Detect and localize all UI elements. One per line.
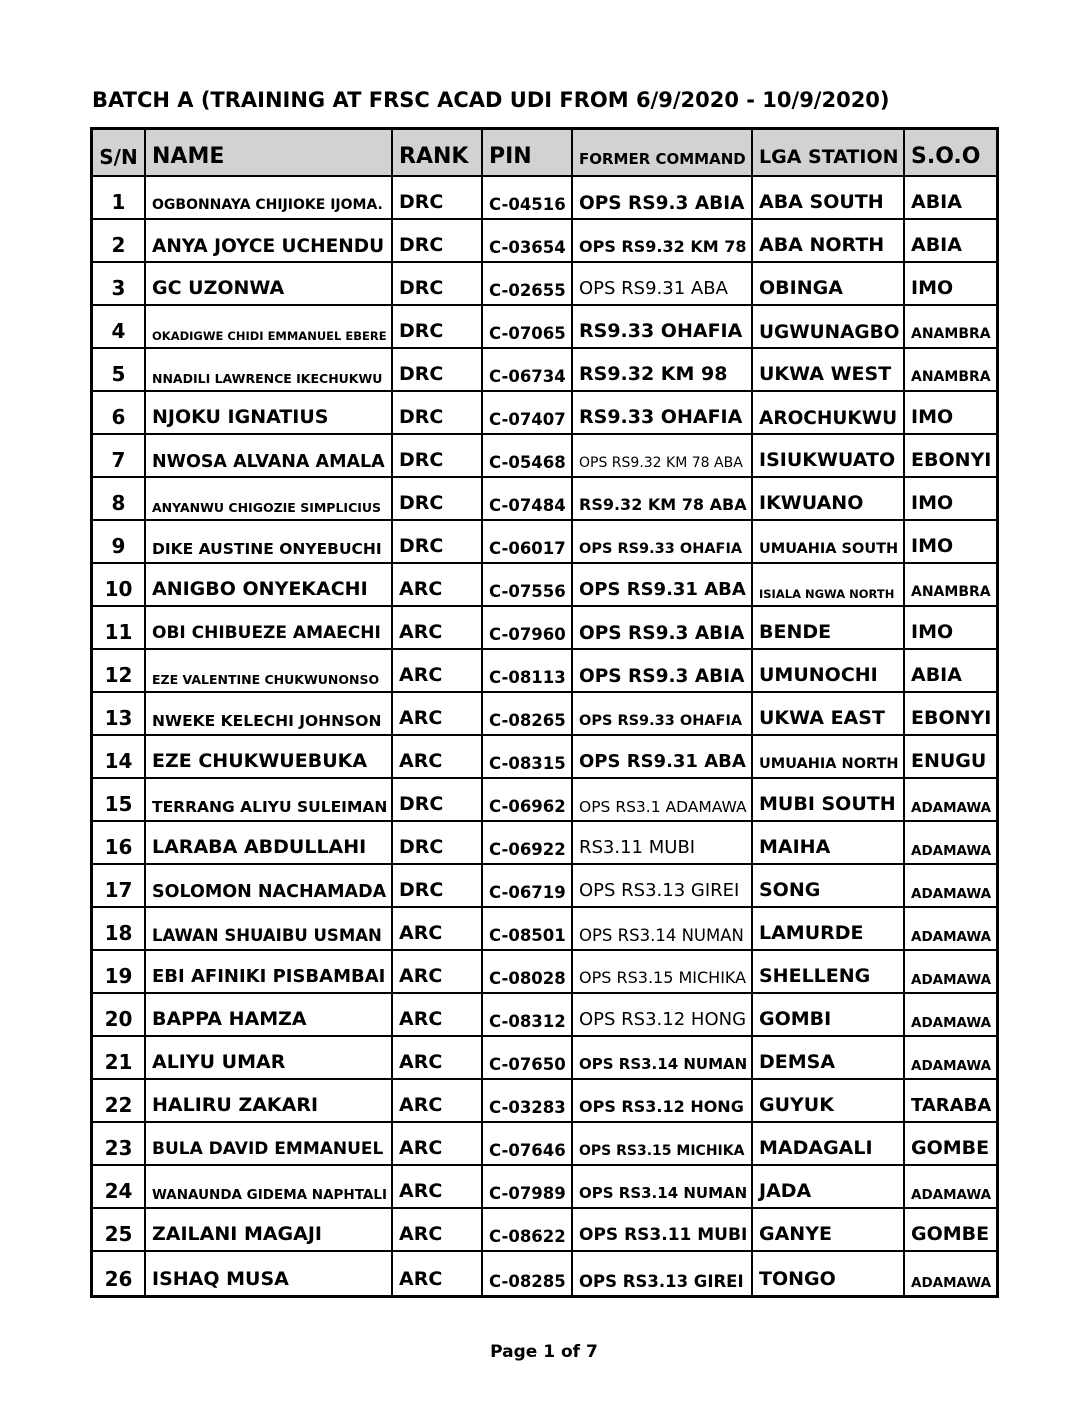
cell-rank: ARC bbox=[393, 1166, 483, 1209]
cell-former_command: OPS RS3.13 GIREI bbox=[573, 865, 753, 908]
cell-former_command: RS3.11 MUBI bbox=[573, 822, 753, 865]
cell-lga_station: ABA NORTH bbox=[753, 220, 905, 263]
cell-rank: ARC bbox=[393, 994, 483, 1037]
cell-rank: ARC bbox=[393, 908, 483, 951]
cell-lga_station: LAMURDE bbox=[753, 908, 905, 951]
cell-former_command: RS9.32 KM 98 bbox=[573, 349, 753, 392]
cell-name: TERRANG ALIYU SULEIMAN bbox=[146, 779, 393, 822]
cell-pin: C-06922 bbox=[483, 822, 573, 865]
cell-name: OGBONNAYA CHIJIOKE IJOMA. bbox=[146, 177, 393, 220]
cell-soo: ADAMAWA bbox=[905, 1037, 996, 1080]
cell-lga_station: MUBI SOUTH bbox=[753, 779, 905, 822]
cell-former_command: OPS RS3.15 MICHIKA bbox=[573, 1123, 753, 1166]
cell-soo: GOMBE bbox=[905, 1123, 996, 1166]
cell-soo: ANAMBRA bbox=[905, 564, 996, 607]
cell-sn: 17 bbox=[93, 865, 146, 908]
cell-sn: 23 bbox=[93, 1123, 146, 1166]
cell-name: EZE CHUKWUEBUKA bbox=[146, 736, 393, 779]
cell-former_command: OPS RS9.3 ABIA bbox=[573, 650, 753, 693]
cell-lga_station: GOMBI bbox=[753, 994, 905, 1037]
cell-pin: C-02655 bbox=[483, 263, 573, 306]
cell-lga_station: ISIALA NGWA NORTH bbox=[753, 564, 905, 607]
cell-soo: IMO bbox=[905, 263, 996, 306]
cell-pin: C-03283 bbox=[483, 1080, 573, 1123]
cell-soo: ADAMAWA bbox=[911, 1274, 992, 1291]
cell-sn: 3 bbox=[93, 263, 146, 306]
cell-lga_station: TONGO bbox=[753, 1252, 905, 1295]
cell-sn: 10 bbox=[93, 564, 146, 607]
cell-name: EBI AFINIKI PISBAMBAI bbox=[146, 951, 393, 994]
cell-rank: ARC bbox=[393, 607, 483, 650]
cell-name: NJOKU IGNATIUS bbox=[146, 392, 393, 435]
cell-soo: ADAMAWA bbox=[905, 779, 996, 822]
cell-former_command: OPS RS9.31 ABA bbox=[573, 736, 753, 779]
cell-former_command: OPS RS3.12 HONG bbox=[573, 1080, 753, 1123]
cell-soo: IMO bbox=[905, 478, 996, 521]
cell-pin: C-07556 bbox=[483, 564, 573, 607]
cell-lga_station: MAIHA bbox=[753, 822, 905, 865]
cell-lga_station: AROCHUKWU bbox=[753, 392, 905, 435]
cell-sn: 1 bbox=[93, 177, 146, 220]
cell-pin: C-08622 bbox=[483, 1209, 573, 1252]
cell-former_command: OPS RS3.14 NUMAN bbox=[573, 1037, 753, 1080]
cell-pin: C-06017 bbox=[483, 521, 573, 564]
cell-name: ISHAQ MUSA bbox=[146, 1252, 393, 1295]
cell-name: NWOSA ALVANA AMALA bbox=[146, 435, 393, 478]
cell-former_command: OPS RS3.13 GIREI bbox=[573, 1252, 753, 1295]
cell-pin: C-06719 bbox=[483, 865, 573, 908]
cell-rank: ARC bbox=[393, 650, 483, 693]
cell-sn: 9 bbox=[93, 521, 146, 564]
cell-pin: C-08312 bbox=[483, 994, 573, 1037]
cell-pin: C-07646 bbox=[483, 1123, 573, 1166]
cell-sn: 22 bbox=[93, 1080, 146, 1123]
cell-pin: C-07484 bbox=[483, 478, 573, 521]
cell-sn: 2 bbox=[93, 220, 146, 263]
cell-rank: DRC bbox=[393, 779, 483, 822]
cell-name: NWEKE KELECHI JOHNSON bbox=[146, 693, 393, 736]
cell-soo: TARABA bbox=[905, 1080, 996, 1123]
cell-former_command: OPS RS9.31 ABA bbox=[573, 564, 753, 607]
cell-lga_station: GANYE bbox=[753, 1209, 905, 1252]
cell-former_command: OPS RS9.33 OHAFIA bbox=[573, 521, 753, 564]
cell-pin: C-08265 bbox=[483, 693, 573, 736]
cell-pin: C-08113 bbox=[483, 650, 573, 693]
cell-rank: ARC bbox=[393, 951, 483, 994]
cell-lga_station: JADA bbox=[753, 1166, 905, 1209]
cell-soo: ANAMBRA bbox=[905, 306, 996, 349]
cell-rank: ARC bbox=[393, 1209, 483, 1252]
cell-name: ZAILANI MAGAJI bbox=[146, 1209, 393, 1252]
cell-sn: 11 bbox=[93, 607, 146, 650]
cell-rank: DRC bbox=[393, 392, 483, 435]
cell-lga_station: SHELLENG bbox=[753, 951, 905, 994]
cell-former_command: OPS RS9.32 KM 78 bbox=[573, 220, 753, 263]
cell-soo: ABIA bbox=[905, 650, 996, 693]
cell-soo: ADAMAWA bbox=[905, 951, 996, 994]
cell-sn: 8 bbox=[93, 478, 146, 521]
cell-former_command: OPS RS9.33 OHAFIA bbox=[573, 693, 753, 736]
cell-rank: ARC bbox=[393, 564, 483, 607]
cell-lga_station: SONG bbox=[753, 865, 905, 908]
cell-rank: ARC bbox=[393, 693, 483, 736]
cell-name: BULA DAVID EMMANUEL bbox=[146, 1123, 393, 1166]
cell-former_command: OPS RS3.15 MICHIKA bbox=[573, 951, 753, 994]
cell-name: ANIGBO ONYEKACHI bbox=[146, 564, 393, 607]
cell-lga_station: MADAGALI bbox=[753, 1123, 905, 1166]
cell-sn: 26 bbox=[93, 1252, 146, 1295]
cell-pin: C-07407 bbox=[483, 392, 573, 435]
cell-name: EZE VALENTINE CHUKWUNONSO bbox=[146, 650, 393, 693]
cell-former_command: RS9.32 KM 78 ABA bbox=[573, 478, 753, 521]
cell-rank: DRC bbox=[393, 521, 483, 564]
cell-rank: ARC bbox=[393, 1037, 483, 1080]
cell-sn: 13 bbox=[93, 693, 146, 736]
cell-lga_station: UKWA EAST bbox=[753, 693, 905, 736]
cell-former_command: OPS RS3.14 NUMAN bbox=[573, 1166, 753, 1209]
cell-name: ANYA JOYCE UCHENDU bbox=[146, 220, 393, 263]
cell-name: LARABA ABDULLAHI bbox=[146, 822, 393, 865]
cell-rank: DRC bbox=[393, 263, 483, 306]
cell-pin: C-04516 bbox=[483, 177, 573, 220]
cell-rank: DRC bbox=[393, 306, 483, 349]
cell-rank: ARC bbox=[393, 1252, 483, 1295]
cell-lga_station: UMUAHIA NORTH bbox=[753, 736, 905, 779]
column-header-rank: RANK bbox=[393, 130, 483, 177]
cell-rank: DRC bbox=[393, 220, 483, 263]
cell-name: GC UZONWA bbox=[146, 263, 393, 306]
cell-former_command: OPS RS3.12 HONG bbox=[573, 994, 753, 1037]
cell-rank: ARC bbox=[393, 736, 483, 779]
cell-soo: ADAMAWA bbox=[905, 908, 996, 951]
cell-former_command: OPS RS9.32 KM 78 ABA bbox=[573, 435, 753, 478]
cell-rank: DRC bbox=[393, 478, 483, 521]
cell-sn: 6 bbox=[93, 392, 146, 435]
cell-former_command: OPS RS3.14 NUMAN bbox=[573, 908, 753, 951]
column-header-former_command: FORMER COMMAND bbox=[573, 130, 753, 177]
cell-name: HALIRU ZAKARI bbox=[146, 1080, 393, 1123]
cell-rank: DRC bbox=[393, 865, 483, 908]
cell-pin: C-06962 bbox=[483, 779, 573, 822]
cell-pin: C-03654 bbox=[483, 220, 573, 263]
cell-lga_station: ABA SOUTH bbox=[753, 177, 905, 220]
cell-former_command: OPS RS3.11 MUBI bbox=[573, 1209, 753, 1252]
cell-lga_station: UKWA WEST bbox=[753, 349, 905, 392]
cell-pin: C-06734 bbox=[483, 349, 573, 392]
cell-pin: C-07960 bbox=[483, 607, 573, 650]
cell-soo: GOMBE bbox=[905, 1209, 996, 1252]
cell-sn: 15 bbox=[93, 779, 146, 822]
cell-lga_station: OBINGA bbox=[753, 263, 905, 306]
column-header-soo: S.O.O bbox=[905, 130, 996, 177]
cell-name: ALIYU UMAR bbox=[146, 1037, 393, 1080]
cell-rank: DRC bbox=[393, 822, 483, 865]
cell-pin: C-08028 bbox=[483, 951, 573, 994]
cell-soo: IMO bbox=[905, 607, 996, 650]
cell-soo: ANAMBRA bbox=[905, 349, 996, 392]
cell-sn: 14 bbox=[93, 736, 146, 779]
cell-sn: 19 bbox=[93, 951, 146, 994]
cell-former_command: OPS RS9.31 ABA bbox=[573, 263, 753, 306]
column-header-sn: S/N bbox=[93, 130, 146, 177]
cell-name: ANYANWU CHIGOZIE SIMPLICIUS bbox=[146, 478, 393, 521]
cell-soo: EBONYI bbox=[905, 435, 996, 478]
cell-lga_station: UMUAHIA SOUTH bbox=[753, 521, 905, 564]
cell-lga_station: UGWUNAGBO bbox=[753, 306, 905, 349]
cell-name: LAWAN SHUAIBU USMAN bbox=[146, 908, 393, 951]
cell-sn: 7 bbox=[93, 435, 146, 478]
cell-soo: ENUGU bbox=[905, 736, 996, 779]
cell-name: NNADILI LAWRENCE IKECHUKWU bbox=[146, 349, 393, 392]
cell-pin: C-07650 bbox=[483, 1037, 573, 1080]
cell-sn: 21 bbox=[93, 1037, 146, 1080]
cell-soo: ADAMAWA bbox=[905, 994, 996, 1037]
cell-pin: C-08285 bbox=[483, 1252, 573, 1295]
cell-former_command: OPS RS9.3 ABIA bbox=[573, 607, 753, 650]
cell-lga_station: BENDE bbox=[753, 607, 905, 650]
cell-sn: 16 bbox=[93, 822, 146, 865]
cell-soo: ADAMAWA bbox=[905, 822, 996, 865]
cell-sn: 5 bbox=[93, 349, 146, 392]
cell-rank: DRC bbox=[393, 177, 483, 220]
cell-name: BAPPA HAMZA bbox=[146, 994, 393, 1037]
cell-name: DIKE AUSTINE ONYEBUCHI bbox=[146, 521, 393, 564]
cell-rank: DRC bbox=[393, 435, 483, 478]
column-header-name: NAME bbox=[146, 130, 393, 177]
cell-former_command: RS9.33 OHAFIA bbox=[573, 306, 753, 349]
cell-name: SOLOMON NACHAMADA bbox=[146, 865, 393, 908]
column-header-lga_station: LGA STATION bbox=[753, 130, 905, 177]
cell-soo: ABIA bbox=[905, 220, 996, 263]
cell-former_command: OPS RS9.3 ABIA bbox=[573, 177, 753, 220]
cell-pin: C-07065 bbox=[483, 306, 573, 349]
cell-sn: 20 bbox=[93, 994, 146, 1037]
cell-name: OKADIGWE CHIDI EMMANUEL EBERE bbox=[146, 306, 393, 349]
cell-soo: IMO bbox=[905, 521, 996, 564]
cell-lga_station: IKWUANO bbox=[753, 478, 905, 521]
roster-table bbox=[90, 127, 999, 1298]
column-header-pin: PIN bbox=[483, 130, 573, 177]
cell-rank: ARC bbox=[393, 1080, 483, 1123]
cell-lga_station: DEMSA bbox=[753, 1037, 905, 1080]
cell-soo: ABIA bbox=[905, 177, 996, 220]
cell-name: OBI CHIBUEZE AMAECHI bbox=[146, 607, 393, 650]
cell-name: WANAUNDA GIDEMA NAPHTALI bbox=[146, 1166, 393, 1209]
cell-lga_station: GUYUK bbox=[753, 1080, 905, 1123]
cell-pin: C-08315 bbox=[483, 736, 573, 779]
cell-pin: C-05468 bbox=[483, 435, 573, 478]
cell-soo: EBONYI bbox=[905, 693, 996, 736]
cell-sn: 18 bbox=[93, 908, 146, 951]
cell-sn: 4 bbox=[93, 306, 146, 349]
cell-soo: IMO bbox=[905, 392, 996, 435]
cell-former_command: OPS RS3.1 ADAMAWA bbox=[573, 779, 753, 822]
cell-sn: 24 bbox=[93, 1166, 146, 1209]
page-title: BATCH A (TRAINING AT FRSC ACAD UDI FROM 6/9/2020 - 10/9/2020) bbox=[92, 88, 890, 112]
cell-sn: 25 bbox=[93, 1209, 146, 1252]
cell-lga_station: UMUNOCHI bbox=[753, 650, 905, 693]
cell-sn: 12 bbox=[93, 650, 146, 693]
cell-pin: C-07989 bbox=[483, 1166, 573, 1209]
cell-pin: C-08501 bbox=[483, 908, 573, 951]
cell-soo: ADAMAWA bbox=[905, 865, 996, 908]
page-number: Page 1 of 7 bbox=[490, 1342, 598, 1362]
cell-former_command: RS9.33 OHAFIA bbox=[573, 392, 753, 435]
cell-rank: ARC bbox=[393, 1123, 483, 1166]
cell-lga_station: ISIUKWUATO bbox=[753, 435, 905, 478]
cell-soo: ADAMAWA bbox=[905, 1166, 996, 1209]
cell-rank: DRC bbox=[393, 349, 483, 392]
